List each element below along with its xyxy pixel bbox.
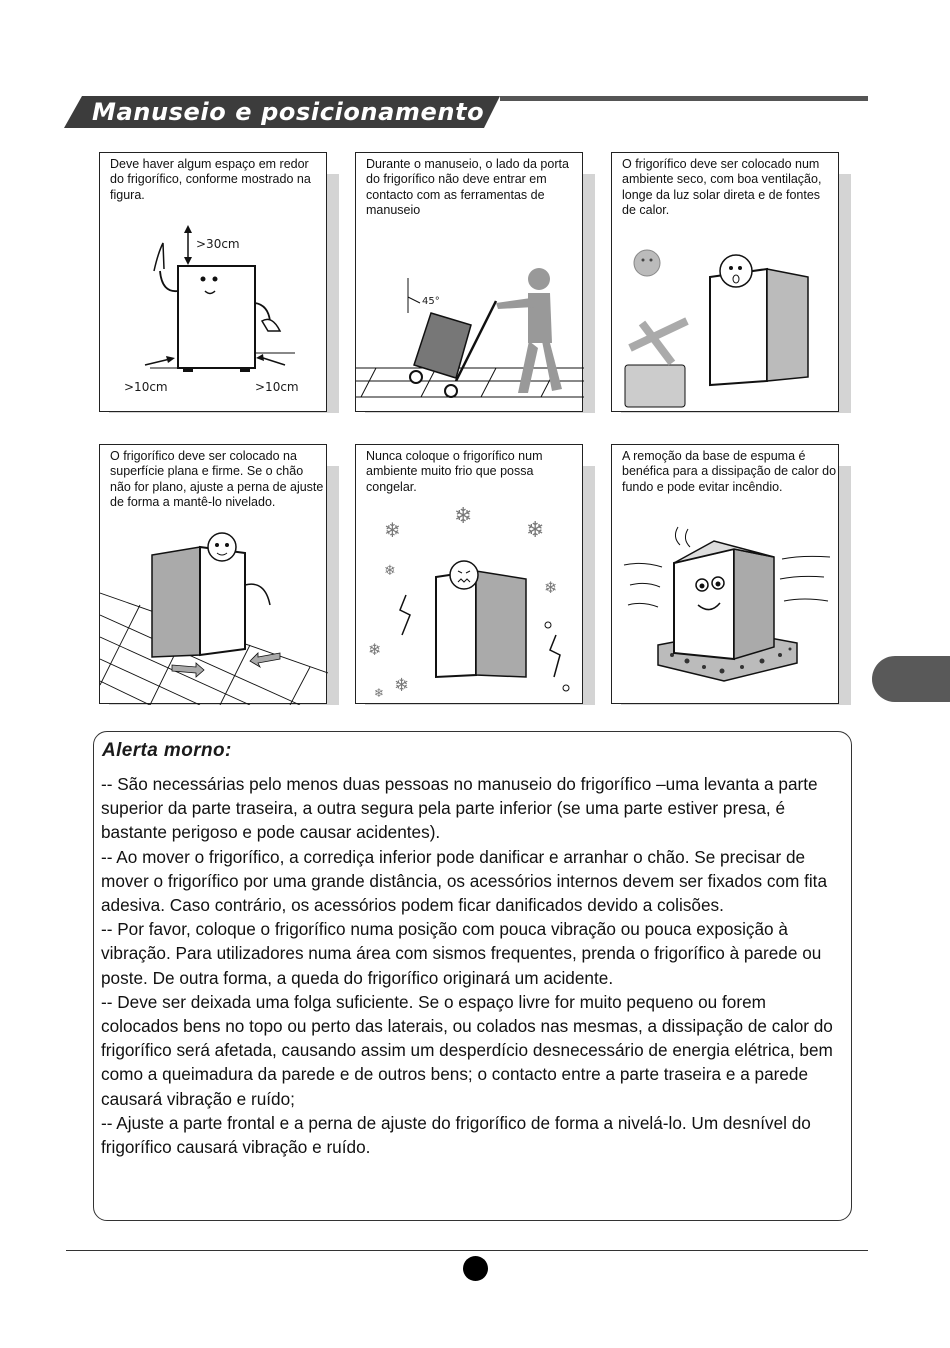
panel-caption: O frigorífico deve ser colocado na superfície plana e firme. Se o chão não for plano, ajuste a perna de ajuste de forma a mantê-lo nivelado.	[110, 449, 324, 510]
warning-title: Alerta morno:	[102, 740, 232, 761]
svg-text:❄: ❄	[384, 563, 396, 579]
angle-label: 45°	[422, 296, 440, 307]
svg-text:❄: ❄	[384, 518, 401, 542]
footer-rule	[66, 1250, 868, 1251]
warning-paragraph: -- São necessárias pelo menos duas pessoas no manuseio do frigorífico –uma levanta a parte superior da parte traseira, a outra segura pela parte inferior (se uma parte estiver presa, é bastante perigoso e pode causar acidentes).	[101, 774, 818, 843]
panel-handling	[355, 152, 585, 413]
panel-foam-base	[611, 444, 841, 705]
warning-paragraph: -- Ajuste a parte frontal e a perna de ajuste do frigorífico de forma a nivelá-lo. Um desnível do frigorífico causará vibração e ruído.	[101, 1112, 811, 1158]
panel-environment	[611, 152, 841, 413]
panel-frame	[355, 152, 583, 412]
clearance-right-label: >10cm	[255, 380, 299, 394]
svg-text:❄: ❄	[526, 518, 545, 543]
section-banner	[64, 96, 500, 128]
title-rule	[500, 96, 868, 101]
panel-caption: O frigorífico deve ser colocado num ambiente seco, com boa ventilação, longe da luz solar direta e de fontes de calor.	[622, 157, 822, 218]
panel-clearance	[99, 152, 329, 413]
svg-text:❄: ❄	[544, 578, 558, 597]
svg-text:❄: ❄	[454, 504, 473, 529]
warning-box	[93, 731, 852, 1221]
panel-caption: A remoção da base de espuma é benéfica para a dissipação de calor do fundo e pode evitar incêndio.	[622, 449, 837, 494]
warning-paragraph: -- Deve ser deixada uma folga suficiente. Se o espaço livre for muito pequeno ou forem colocados bens no topo ou perto das laterais, ou colados nas mesmas, a dissipação de calor do frigorífico será afetada, causando assim um desperdício desnecessário de energia elétrica, bem como a queimadura da parede e de outros bens; o contacto entre a parte traseira e a parede causará vibração e ruído;	[101, 991, 833, 1109]
panel-frame	[611, 444, 839, 704]
panel-frame	[611, 152, 839, 412]
svg-text:❄: ❄	[374, 686, 385, 700]
panel-frame	[99, 152, 327, 412]
panel-caption: Durante o manuseio, o lado da porta do frigorífico não deve entrar em contacto com as ferramentas de manuseio	[366, 157, 569, 218]
svg-text:❄: ❄	[368, 640, 382, 659]
clearance-top-label: >30cm	[196, 237, 240, 251]
panel-frame	[355, 444, 583, 704]
panel-caption: Nunca coloque o frigorífico num ambiente muito frio que possa congelar.	[366, 449, 543, 494]
clearance-left-label: >10cm	[124, 380, 168, 394]
panel-frame	[99, 444, 327, 704]
warning-paragraph: -- Ao mover o frigorífico, a corrediça inferior pode danificar e arranhar o chão. Se precisar de mover o frigorífico por uma grande distância, os acessórios internos devem ser fixados com fita adesiva. Caso contrário, os acessórios podem ficar danificados devido a colisões.	[101, 846, 828, 916]
side-tab-marker	[872, 656, 950, 702]
warning-paragraph: -- Por favor, coloque o frigorífico numa posição com pouca vibração ou pouca exposição à vibração. Para utilizadores numa área com sismos frequentes, prenda o frigorífico à parede ou poste. De outra forma, a queda do frigorífico originará um acidente.	[101, 919, 822, 988]
panel-cold	[355, 444, 585, 705]
panel-level-surface	[99, 444, 329, 705]
page-marker-dot	[463, 1256, 488, 1281]
panel-caption: Deve haver algum espaço em redor do frigorífico, conforme mostrado na figura.	[110, 157, 311, 202]
page-title: Manuseio e posicionamento	[92, 98, 485, 126]
svg-text:❄: ❄	[394, 675, 410, 696]
warning-body	[101, 772, 841, 1159]
